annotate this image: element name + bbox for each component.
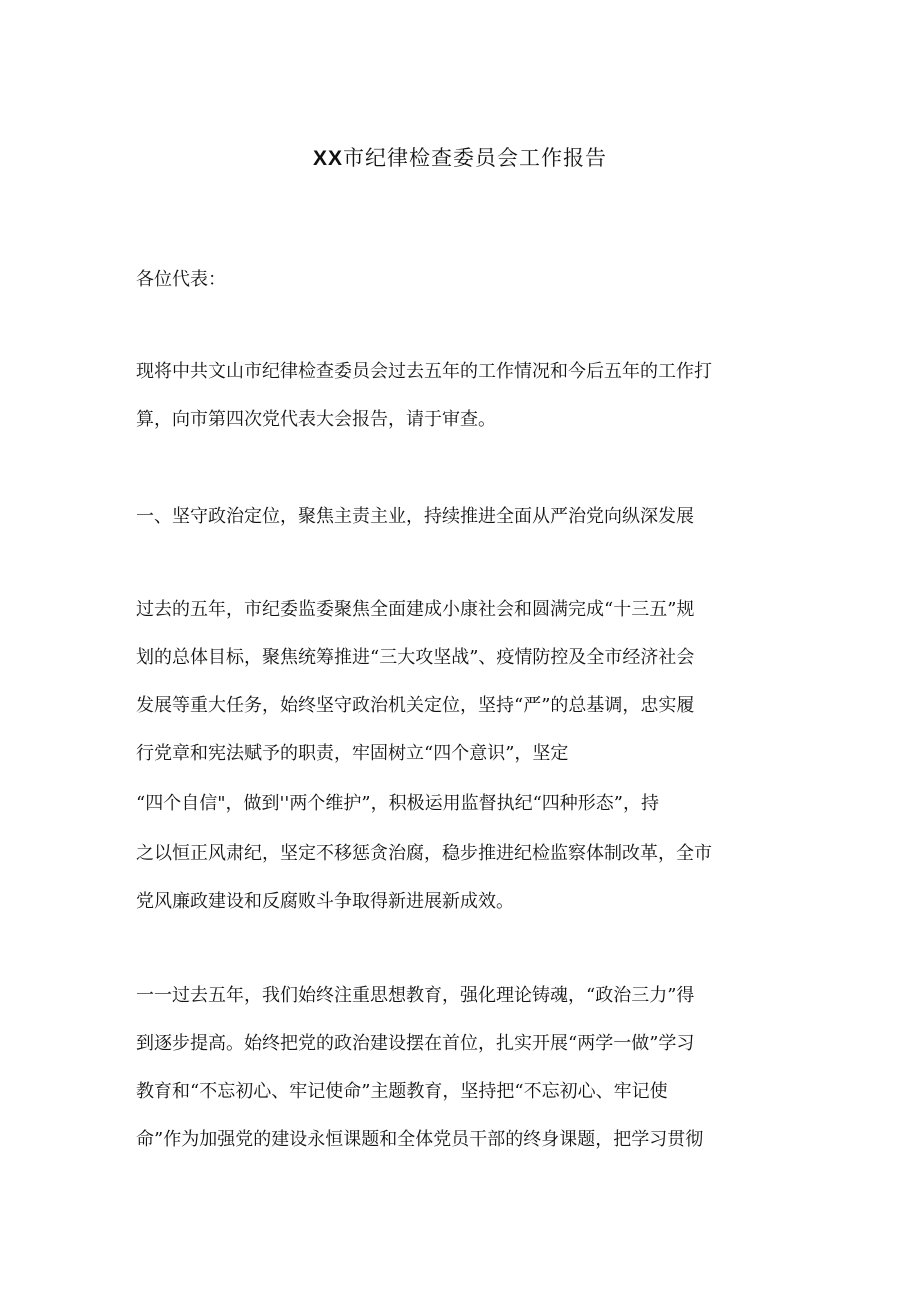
para-1-line-6: 之以恒正风肃纪，坚定不移惩贪治腐，稳步推进纪检监察体制改革，全市	[136, 843, 712, 864]
intro-line-2: 算，向市第四次党代表大会报告，请于审查。	[136, 409, 496, 430]
para-1-line-3: 发展等重大任务，始终坚守政治机关定位，坚持“严”的总基调，忠实履	[136, 695, 695, 716]
para-2-line-4: 命”作为加强党的建设永恒课题和全体党员干部的终身课题，把学习贯彻	[136, 1129, 704, 1150]
salutation: 各位代表：	[136, 269, 226, 290]
document-title	[0, 142, 920, 172]
para-1-line-4: 行党章和宪法赋予的职责，牢固树立“四个意识”，坚定	[136, 743, 569, 764]
para-2-line-2: 到逐步提高。始终把党的政治建设摆在首位，扎实开展“两学一做”学习	[136, 1033, 695, 1054]
title-prefix: XX	[312, 147, 343, 170]
para-2-line-3: 教育和“不忘初心、牢记使命”主题教育，坚持把“不忘初心、牢记使	[136, 1081, 668, 1102]
para-2-line-1: 一一过去五年，我们始终注重思想教育，强化理论铸魂，“政治三力”得	[136, 985, 695, 1006]
intro-line-1: 现将中共文山市纪律检查委员会过去五年的工作情况和今后五年的工作打	[136, 361, 712, 382]
title-text: 市纪律检查委员会工作报告	[343, 146, 607, 170]
para-1-line-2: 划的总体目标，聚焦统筹推进“三大攻坚战”、疫情防控及全市经济社会	[136, 647, 695, 668]
para-1-line-7: 党风廉政建设和反腐败斗争取得新进展新成效。	[136, 891, 514, 912]
para-1-line-1: 过去的五年，市纪委监委聚焦全面建成小康社会和圆满完成“十三五”规	[136, 599, 695, 620]
section-heading-1: 一、坚守政治定位，聚焦主责主业，持续推进全面从严治党向纵深发展	[136, 506, 694, 527]
para-1-line-5: “四个自信"，做到''两个维护”，积极运用监督执纪“四种形态”，持	[136, 793, 659, 814]
